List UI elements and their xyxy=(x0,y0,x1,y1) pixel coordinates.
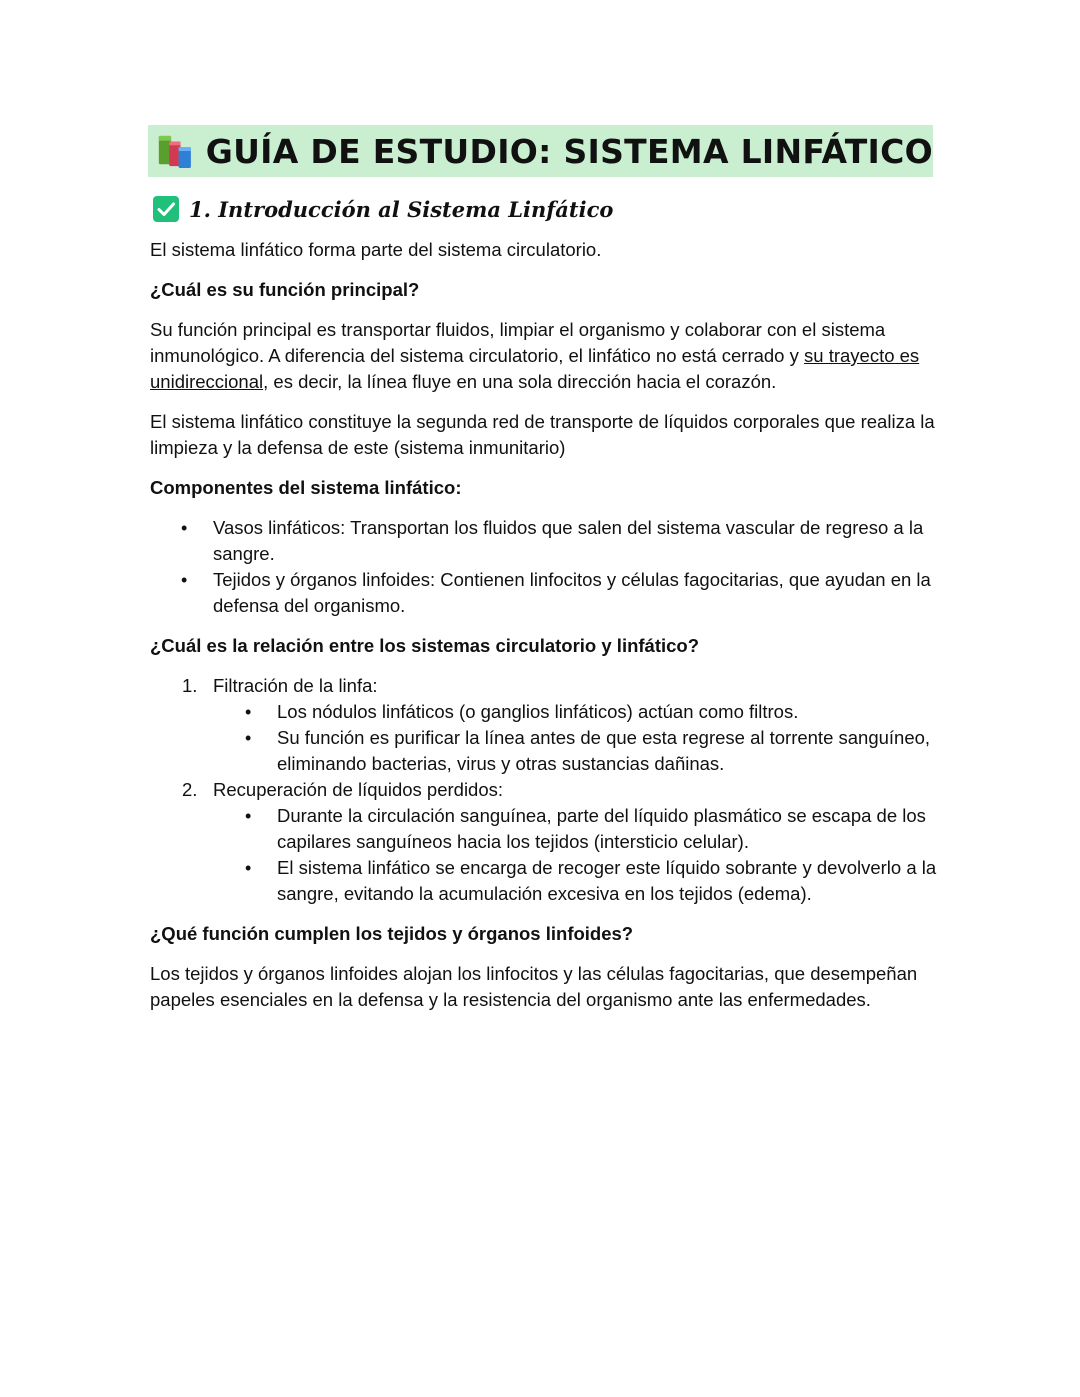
check-mark-icon xyxy=(153,196,179,222)
list-item-text: Su función es purificar la línea antes de que esta regrese al torrente sanguíneo, eliminando bacterias, virus y otras sustancias dañinas. xyxy=(277,727,931,774)
page-title: GUÍA DE ESTUDIO: SISTEMA LINFÁTICO xyxy=(205,131,933,171)
numbered-item xyxy=(150,777,940,907)
title-banner xyxy=(148,125,933,177)
second-network-paragraph: El sistema linfático constituye la segunda red de transporte de líquidos corporales que realiza la limpieza y la defensa de este (sistema inmunitario) xyxy=(150,411,935,458)
list-item xyxy=(150,567,940,619)
list-item xyxy=(150,725,940,777)
list-item xyxy=(150,515,940,567)
list-item xyxy=(150,855,940,907)
question-lymphoid-tissues: ¿Qué función cumplen los tejidos y órganos linfoides? xyxy=(150,923,634,944)
list-item xyxy=(150,803,940,855)
function-text-a: Su función principal es transportar fluidos, limpiar el organismo y colaborar con el sistema inmunológico. A diferencia del sistema circulatorio, el linfático no está cerrado y xyxy=(150,319,886,366)
relation-list xyxy=(150,673,940,907)
numbered-item-label: Filtración de la linfa: xyxy=(213,675,378,696)
function-underlined-text: su trayecto es unidireccional xyxy=(150,345,920,392)
bullet: • xyxy=(245,858,252,878)
list-item-text: Durante la circulación sanguínea, parte del líquido plasmático se escapa de los capilares sanguíneos hacia los tejidos (intersticio celular). xyxy=(277,805,926,852)
sub-list xyxy=(213,699,940,777)
numbered-item-label: Recuperación de líquidos perdidos: xyxy=(213,779,504,800)
function-text-b: , es decir, la línea fluye en una sola dirección hacia el corazón. xyxy=(263,371,777,392)
list-item-text: Vasos linfáticos: Transportan los fluidos que salen del sistema vascular de regreso a la sangre. xyxy=(213,517,924,564)
list-item-text: Los nódulos linfáticos (o ganglios linfáticos) actúan como filtros. xyxy=(277,701,799,722)
list-item-text: Tejidos y órganos linfoides: Contienen linfocitos y células fagocitarias, que ayudan en la defensa del organismo. xyxy=(213,569,931,616)
section-heading-text: 1. Introducción al Sistema Linfático xyxy=(189,196,614,222)
bullet: • xyxy=(245,806,252,826)
books-icon xyxy=(156,131,194,171)
list-item xyxy=(150,699,940,725)
numbered-item xyxy=(150,673,940,777)
document-body xyxy=(150,237,940,1027)
item-number: 1. xyxy=(182,675,198,696)
bullet: • xyxy=(245,728,252,748)
lymphoid-paragraph: Los tejidos y órganos linfoides alojan los linfocitos y las células fagocitarias, que desempeñan papeles esenciales en la defensa y la resistencia del organismo ante las enfermedades. xyxy=(150,963,918,1010)
function-paragraph xyxy=(150,317,940,395)
components-heading: Componentes del sistema linfático: xyxy=(150,477,462,498)
section-heading xyxy=(153,193,613,225)
list-item-text: El sistema linfático se encarga de recoger este líquido sobrante y devolverlo a la sangre, evitando la acumulación excesiva en los tejidos (edema). xyxy=(277,857,937,904)
components-list xyxy=(150,515,940,619)
intro-paragraph: El sistema linfático forma parte del sistema circulatorio. xyxy=(150,239,602,260)
question-main-function: ¿Cuál es su función principal? xyxy=(150,279,420,300)
bullet: • xyxy=(181,518,188,538)
item-number: 2. xyxy=(182,779,198,800)
question-relation: ¿Cuál es la relación entre los sistemas circulatorio y linfático? xyxy=(150,635,700,656)
bullet: • xyxy=(181,570,188,590)
sub-list xyxy=(213,803,940,907)
bullet: • xyxy=(245,702,252,722)
